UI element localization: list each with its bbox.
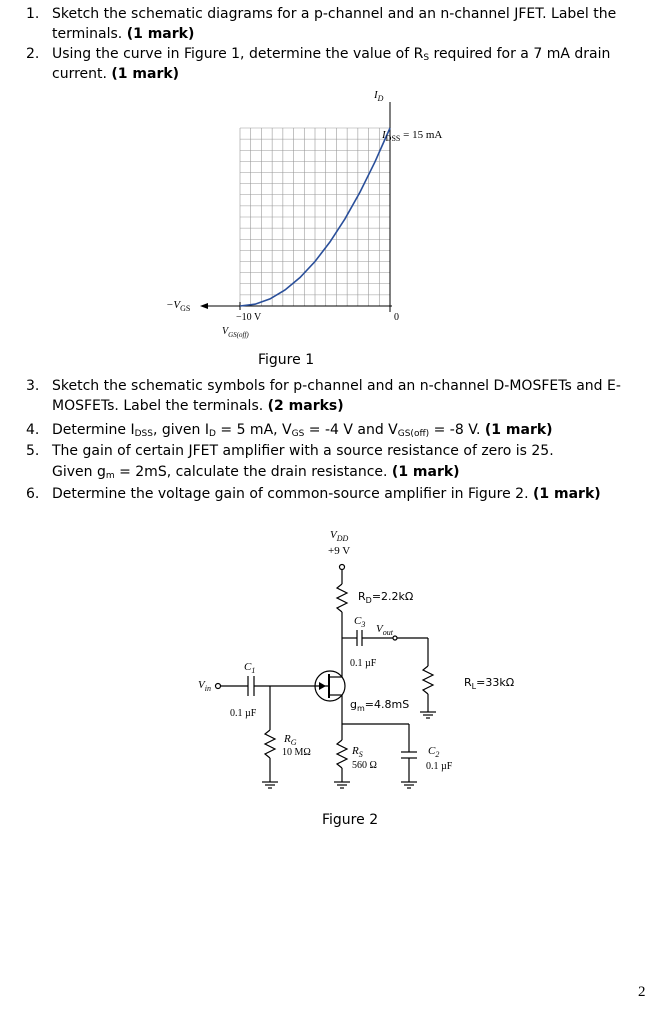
rl-resistor [423, 666, 433, 694]
gm-label: $g_m=4.8mS$ [350, 698, 410, 713]
vin-label: $V_{in}$ [198, 679, 211, 693]
marks: (1 mark) [391, 464, 460, 480]
marks: (1 mark) [532, 486, 601, 502]
c2-label: $C_2$ [428, 745, 440, 759]
question-text-line1: Using the curve in Figure 1, determine the value of $R_S$ required for a 7 mA drain [52, 46, 611, 63]
figure-2-circuit [190, 520, 515, 810]
rd-label: $R_D=2.2k\Omega$ [358, 590, 414, 605]
question-text-line1: Sketch the schematic diagrams for a p-channel and an n-channel JFET. Label the [52, 6, 617, 22]
c2-value: 0.1 µF [426, 761, 453, 772]
c3-value: 0.1 µF [350, 658, 377, 669]
marks: (2 marks) [267, 398, 344, 414]
figure-1-chart [160, 88, 480, 348]
figure-2-caption: Figure 2 [322, 812, 379, 828]
vout-label: $V_{out}$ [376, 623, 393, 637]
question-number: 5. [26, 443, 40, 459]
question-text-line1: Determine $I_{DSS}$, given $I_D = 5$ mA, $V_{GS} = -4$ V and $V_{GS(off)} = -8$ V. (1 mark) [52, 422, 553, 439]
vdd-terminal [340, 565, 345, 570]
rs-label: $R_S$ [352, 745, 363, 759]
question-number: 4. [26, 422, 40, 438]
vin-terminal [216, 684, 221, 689]
vdd-value: +9 V [328, 545, 351, 557]
chart-grid [240, 128, 390, 306]
vgs-off-value: −10 V [236, 312, 262, 323]
marks: (1 mark) [126, 26, 195, 42]
jfet-gate-arrow [319, 682, 326, 690]
c3-label: $C_3$ [354, 615, 366, 629]
vdd-label: $V_{DD}$ [330, 529, 349, 543]
question-number: 3. [26, 378, 40, 394]
marks: (1 mark) [484, 422, 553, 438]
rd-resistor [337, 584, 347, 612]
vout-terminal [393, 636, 397, 640]
page-number: 2 [638, 984, 646, 1000]
rl-label: $R_L=33k\Omega$ [464, 676, 515, 691]
rg-label: $R_G$ [284, 733, 297, 747]
question-number: 1. [26, 6, 40, 22]
question-text-line1: The gain of certain JFET amplifier with a source resistance of zero is 25. [52, 443, 554, 459]
vgs-off-label: $V_{GS(off)}$ [222, 326, 249, 339]
rs-resistor [337, 740, 347, 768]
marks: (1 mark) [111, 66, 180, 82]
question-text-line1: Sketch the schematic symbols for p-channel and an n-channel D-MOSFETs and E- [52, 378, 621, 394]
question-text-line2: current. (1 mark) [52, 66, 180, 82]
y-axis-label: $I_D$ [374, 89, 384, 103]
question-text-line1: Determine the voltage gain of common-source amplifier in Figure 2. (1 mark) [52, 486, 601, 502]
c1-value: 0.1 µF [230, 708, 257, 719]
x-axis-arrow [200, 303, 208, 309]
rg-value: 10 MΩ [282, 747, 311, 758]
figure-1-caption: Figure 1 [258, 352, 315, 368]
c1-label: $C_1$ [244, 661, 256, 675]
rg-resistor [265, 730, 275, 758]
idss-label: $I_{DSS} = 15$ mA [382, 129, 443, 143]
question-text-line2: MOSFETs. Label the terminals. (2 marks) [52, 398, 344, 414]
x-axis-label: $-V_{GS}$ [166, 299, 191, 313]
question-text-line2: Given $g_m = 2mS$, calculate the drain resistance. (1 mark) [52, 464, 460, 481]
question-number: 2. [26, 46, 40, 62]
rs-value: 560 Ω [352, 760, 377, 771]
question-text-line2: terminals. (1 mark) [52, 26, 195, 42]
question-number: 6. [26, 486, 40, 502]
origin-label: 0 [394, 312, 399, 323]
